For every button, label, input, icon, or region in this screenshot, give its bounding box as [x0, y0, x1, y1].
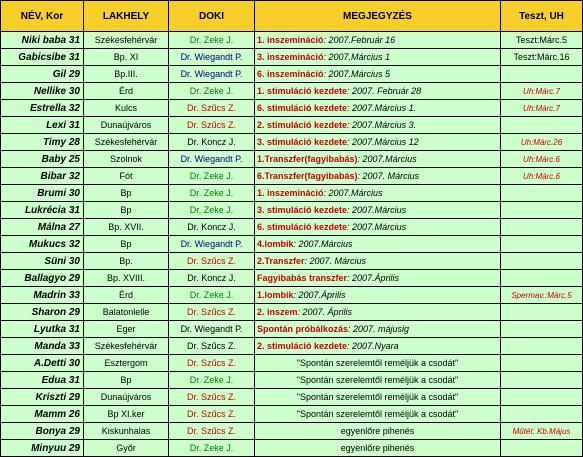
- cell-doki: Dr. Koncz J.: [169, 134, 255, 151]
- note-keyword: 1. inszemináció: [257, 188, 324, 198]
- note-date: : 2007.Február 16: [323, 35, 396, 45]
- note-date: : 2007.Március 1.: [347, 103, 417, 113]
- note-date: : 2007. Március: [357, 171, 420, 181]
- cell-megjegyzes: [255, 151, 501, 168]
- cell-name: Bonya 29: [1, 423, 84, 440]
- cell-teszt: Uh:Márc.7: [501, 100, 583, 117]
- cell-doki: Dr. Wiegandt P.: [169, 236, 255, 253]
- cell-megjegyzes: [255, 49, 501, 66]
- cell-megjegyzes: [255, 168, 501, 185]
- cell-lakhely: Bp: [84, 202, 169, 219]
- cell-lakhely: Bp: [84, 372, 169, 389]
- cell-teszt: [501, 185, 583, 202]
- cell-teszt: [501, 66, 583, 83]
- note-keyword: 1.Transzfer(fagyibabás): [257, 154, 358, 164]
- table-row: [1, 100, 583, 117]
- cell-doki: Dr. Szűcs Z.: [169, 423, 255, 440]
- cell-lakhely: Fót: [84, 168, 169, 185]
- cell-megjegyzes: egyenlőre pihenés: [255, 440, 501, 457]
- cell-lakhely: Dunaújváros: [84, 117, 169, 134]
- note-date: : 2007.Március: [357, 154, 417, 164]
- cell-teszt: Spermav.:Márc.5: [501, 287, 583, 304]
- cell-doki: Dr. Szűcs Z.: [169, 100, 255, 117]
- cell-teszt: [501, 253, 583, 270]
- table-row: [1, 355, 583, 372]
- table-row: [1, 32, 583, 49]
- cell-megjegyzes: "Spontán szerelemtől reméljük a csodát": [255, 355, 501, 372]
- cell-lakhely: Bp.: [84, 253, 169, 270]
- cell-doki: Dr. Zeke J.: [169, 202, 255, 219]
- cell-megjegyzes: [255, 202, 501, 219]
- cell-name: Timy 28: [1, 134, 84, 151]
- cell-lakhely: Kiskunhalas: [84, 423, 169, 440]
- cell-megjegyzes: "Spontán szerelemtől reméljük a csodát": [255, 389, 501, 406]
- note-keyword: 3. stimuláció kezdete: [257, 137, 348, 147]
- header-lakhely: LAKHELY: [84, 1, 169, 32]
- cell-doki: Dr. Zeke J.: [169, 168, 255, 185]
- cell-name: Mukucs 32: [1, 236, 84, 253]
- cell-megjegyzes: [255, 100, 501, 117]
- cell-name: Nellike 30: [1, 83, 84, 100]
- table-row: [1, 440, 583, 457]
- cell-megjegyzes: [255, 219, 501, 236]
- cell-doki: Dr. Szűcs Z.: [169, 406, 255, 423]
- cell-teszt: [501, 321, 583, 338]
- cell-doki: Dr. Szűcs Z.: [169, 338, 255, 355]
- note-keyword: 2. stimuláció kezdete: [257, 341, 348, 351]
- cell-lakhely: Bp XI.ker: [84, 406, 169, 423]
- cell-lakhely: Bp: [84, 236, 169, 253]
- cell-teszt: [501, 389, 583, 406]
- cell-name: Manda 33: [1, 338, 84, 355]
- cell-teszt: Uh:Márc.7: [501, 83, 583, 100]
- note-date: : 2007.Március 3.: [347, 120, 417, 130]
- note-date: : 2007. Március: [304, 256, 367, 266]
- cell-teszt: Uh:Márc.6: [501, 151, 583, 168]
- cell-megjegyzes: [255, 32, 501, 49]
- table-row: [1, 304, 583, 321]
- note-date: : 2007.Március: [347, 222, 407, 232]
- cell-megjegyzes: egyenlőre pihenés: [255, 423, 501, 440]
- note-keyword: 1. inszemináció: [257, 35, 324, 45]
- table-row: [1, 219, 583, 236]
- cell-doki: Dr. Wiegandt P.: [169, 321, 255, 338]
- cell-doki: Dr. Szűcs Z.: [169, 389, 255, 406]
- cell-teszt: [501, 440, 583, 457]
- cell-teszt: Teszt:Márc.5: [501, 32, 583, 49]
- cell-name: Málna 27: [1, 219, 84, 236]
- cell-doki: Dr. Wiegandt P.: [169, 151, 255, 168]
- note-date: : 2007.Március 5: [323, 69, 391, 79]
- cell-megjegyzes: [255, 117, 501, 134]
- cell-teszt: [501, 270, 583, 287]
- cell-name: Baby 25: [1, 151, 84, 168]
- table-row: [1, 117, 583, 134]
- cell-lakhely: Győr: [84, 440, 169, 457]
- note-date: : 2007.Március 12: [347, 137, 419, 147]
- table-row: [1, 287, 583, 304]
- cell-megjegyzes: [255, 185, 501, 202]
- note-keyword: 4.lombik: [257, 239, 294, 249]
- cell-name: Süni 30: [1, 253, 84, 270]
- cell-megjegyzes: [255, 338, 501, 355]
- note-keyword: 1.lombik: [257, 290, 294, 300]
- cell-name: Gil 29: [1, 66, 84, 83]
- note-keyword: Fagyibabás transzfer: [257, 273, 348, 283]
- cell-megjegyzes: [255, 134, 501, 151]
- note-date: : 2007.Március: [347, 205, 407, 215]
- header-teszt: Teszt, UH: [501, 1, 583, 32]
- note-keyword: 3. inszemináció: [257, 52, 324, 62]
- table-row: [1, 151, 583, 168]
- cell-name: Bibar 32: [1, 168, 84, 185]
- note-keyword: 2. stimuláció kezdete: [257, 120, 348, 130]
- cell-name: Estrella 32: [1, 100, 84, 117]
- note-keyword: 6. stimuláció kezdete: [257, 103, 348, 113]
- cell-lakhely: Érd: [84, 83, 169, 100]
- table-row: [1, 270, 583, 287]
- table-row: [1, 83, 583, 100]
- cell-lakhely: Szolnok: [84, 151, 169, 168]
- note-keyword: 6. stimuláció kezdete: [257, 222, 348, 232]
- cell-doki: Dr. Szűcs Z.: [169, 304, 255, 321]
- note-date: : 2007. májusig: [348, 324, 410, 334]
- cell-megjegyzes: "Spontán szerelemtől reméljük a csodát": [255, 406, 501, 423]
- cell-teszt: [501, 338, 583, 355]
- header-doki: DOKI: [169, 1, 255, 32]
- header-megjegyzes: MEGJEGYZÉS: [255, 1, 501, 32]
- cell-megjegyzes: [255, 66, 501, 83]
- cell-lakhely: Székesfehérvár: [84, 134, 169, 151]
- cell-teszt: [501, 219, 583, 236]
- note-date: : 2007.Nyara: [347, 341, 399, 351]
- cell-lakhely: Székesfehérvár: [84, 338, 169, 355]
- cell-lakhely: Balatonlelle: [84, 304, 169, 321]
- cell-teszt: [501, 236, 583, 253]
- cell-teszt: Teszt:Márc.16: [501, 49, 583, 66]
- note-date: : 2007.Április: [347, 273, 400, 283]
- note-keyword: 6. inszemináció: [257, 69, 324, 79]
- cell-teszt: Uh:Márc.26: [501, 134, 583, 151]
- table-row: [1, 168, 583, 185]
- note-date: : 2007.Április: [293, 290, 346, 300]
- cell-name: Minyuu 29: [1, 440, 84, 457]
- note-keyword: 2. inszem: [257, 307, 298, 317]
- table-row: [1, 253, 583, 270]
- cell-teszt: Műtét: Kb.Május: [501, 423, 583, 440]
- cell-teszt: [501, 355, 583, 372]
- note-keyword: Spontán próbálkozás: [257, 324, 349, 334]
- table-row: [1, 236, 583, 253]
- cell-lakhely: Esztergom: [84, 355, 169, 372]
- cell-doki: Dr. Zeke J.: [169, 287, 255, 304]
- cell-teszt: [501, 372, 583, 389]
- cell-lakhely: Eger: [84, 321, 169, 338]
- table-row: [1, 202, 583, 219]
- note-date: : 2007.Március 1: [323, 52, 391, 62]
- cell-doki: Dr. Zeke J.: [169, 83, 255, 100]
- cell-name: Madrin 33: [1, 287, 84, 304]
- cell-name: Kriszti 29: [1, 389, 84, 406]
- cell-doki: Dr. Koncz J.: [169, 270, 255, 287]
- cell-teszt: [501, 304, 583, 321]
- cell-megjegyzes: [255, 270, 501, 287]
- cell-name: Lexi 31: [1, 117, 84, 134]
- cell-name: Lukrécia 31: [1, 202, 84, 219]
- cell-lakhely: Bp. XVIII.: [84, 270, 169, 287]
- note-keyword: 6.Transzfer(fagyibabás): [257, 171, 358, 181]
- note-keyword: 3. stimuláció kezdete: [257, 205, 348, 215]
- cell-lakhely: Bp: [84, 185, 169, 202]
- cell-name: A.Detti 30: [1, 355, 84, 372]
- note-date: : 2007. Április: [297, 307, 353, 317]
- table-row: [1, 338, 583, 355]
- cell-doki: Dr. Zeke J.: [169, 372, 255, 389]
- cell-teszt: [501, 117, 583, 134]
- table-row: [1, 66, 583, 83]
- cell-lakhely: Kulcs: [84, 100, 169, 117]
- cell-megjegyzes: [255, 287, 501, 304]
- cell-teszt: Uh:Márc.6: [501, 168, 583, 185]
- cell-doki: Dr. Szűcs Z.: [169, 355, 255, 372]
- cell-lakhely: Székesfehérvár: [84, 32, 169, 49]
- cell-megjegyzes: "Spontán szerelemtől reméljük a csodát": [255, 372, 501, 389]
- cell-doki: Dr. Zeke J.: [169, 440, 255, 457]
- cell-megjegyzes: [255, 304, 501, 321]
- cell-doki: Dr. Zeke J.: [169, 185, 255, 202]
- table-row: [1, 185, 583, 202]
- note-date: : 2007.Március: [293, 239, 353, 249]
- cell-doki: Dr. Wiegandt P.: [169, 66, 255, 83]
- cell-lakhely: Bp. XVII.: [84, 219, 169, 236]
- cell-megjegyzes: [255, 253, 501, 270]
- cell-doki: Dr. Zeke J.: [169, 32, 255, 49]
- table-row: [1, 389, 583, 406]
- cell-doki: Dr. Koncz J.: [169, 219, 255, 236]
- cell-megjegyzes: [255, 236, 501, 253]
- header-row: [1, 1, 583, 32]
- cell-name: Sharon 29: [1, 304, 84, 321]
- table-row: [1, 134, 583, 151]
- cell-megjegyzes: [255, 321, 501, 338]
- cell-doki: Dr. Wiegandt P.: [169, 49, 255, 66]
- cell-name: Mamm 26: [1, 406, 84, 423]
- cell-megjegyzes: [255, 83, 501, 100]
- table-body: [1, 32, 583, 457]
- cell-name: Niki baba 31: [1, 32, 84, 49]
- cell-name: Ballagyo 29: [1, 270, 84, 287]
- header-name: NÉV, Kor: [1, 1, 84, 32]
- table-row: [1, 406, 583, 423]
- cell-lakhely: Érd: [84, 287, 169, 304]
- cell-name: Brumi 30: [1, 185, 84, 202]
- table-row: [1, 321, 583, 338]
- note-keyword: 2.Transzfer: [257, 256, 305, 266]
- cell-lakhely: Bp.III.: [84, 66, 169, 83]
- cell-name: Edua 31: [1, 372, 84, 389]
- cell-doki: Dr. Szűcs Z.: [169, 253, 255, 270]
- cell-teszt: [501, 202, 583, 219]
- note-keyword: 1. stimuláció kezdete: [257, 86, 348, 96]
- cell-lakhely: Bp. XI: [84, 49, 169, 66]
- table-row: [1, 372, 583, 389]
- cell-teszt: [501, 406, 583, 423]
- note-date: : 2007. Február 28: [347, 86, 422, 96]
- table-row: [1, 49, 583, 66]
- note-date: : 2007.Március: [323, 188, 383, 198]
- cell-name: Gabicsibe 31: [1, 49, 84, 66]
- table-row: [1, 423, 583, 440]
- cell-doki: Dr. Szűcs Z.: [169, 117, 255, 134]
- cell-name: Lyutka 31: [1, 321, 84, 338]
- cell-lakhely: Dunaújváros: [84, 389, 169, 406]
